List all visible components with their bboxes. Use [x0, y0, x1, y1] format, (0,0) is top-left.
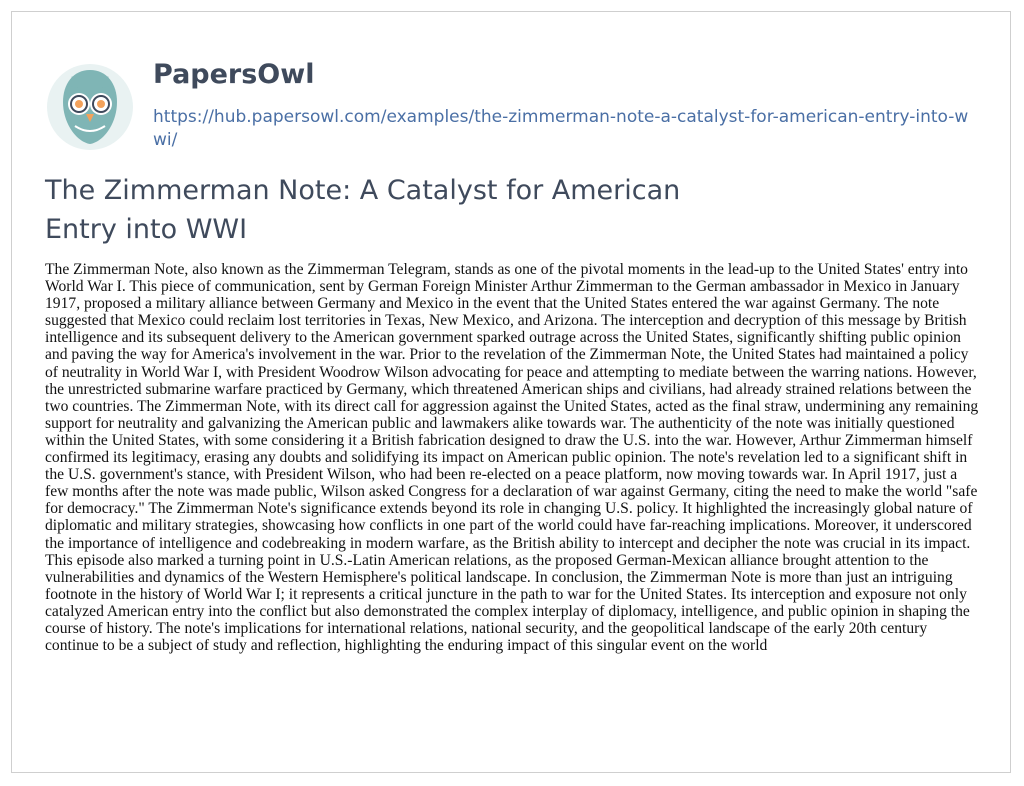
- source-url-link[interactable]: https://hub.papersowl.com/examples/the-zimmerman-note-a-catalyst-for-american-entry-into-wwi/: [153, 107, 969, 150]
- document-title: The Zimmerman Note: A Catalyst for American Entry into WWI: [45, 175, 681, 245]
- document-body: The Zimmerman Note, also known as the Zimmerman Telegram, stands as one of the pivotal moments in the lead-up to the United States' entry into World War I. This piece of communication, sent by German Foreign Minister Arthur Zimmerman to the German ambassador in Mexico in January 1917, proposed a military alliance between Germany and Mexico in the event that the United States entered the war against Germany. The note suggested that Mexico could reclaim lost territories in Texas, New Mexico, and Arizona. The interception and decryption of this message by British intelligence and its subsequent delivery to the American government sparked outrage across the United States, significantly shifting public opinion and paving the way for America's involvement in the war. Prior to the revelation of the Zimmerman Note, the United States had maintained a policy of neutrality in World War I, with President Woodrow Wilson advocating for peace and attempting to mediate between the warring nations. However, the unrestricted submarine warfare practiced by Germany, which threatened American ships and civilians, had already strained relations between the two countries. The Zimmerman Note, with its direct call for aggression against the United States, acted as the final straw, undermining any remaining support for neutrality and galvanizing the American public and lawmakers alike towards war. The authenticity of the note was initially questioned within the United States, with some considering it a British fabrication designed to draw the U.S. into the war. However, Arthur Zimmerman himself confirmed its legitimacy, erasing any doubts and solidifying its impact on American public opinion. The note's revelation led to a significant shift in the U.S. government's stance, with President Wilson, who had been re-elected on a peace platform, now moving towards war. In April 1917, just a few months after the note was made public, Wilson asked Congress for a declaration of war against Germany, citing the need to make the world "safe for democracy." The Zimmerman Note's significance extends beyond its role in changing U.S. policy. It highlighted the increasingly global nature of diplomatic and military strategies, showcasing how conflicts in one part of the world could have far-reaching implications. Moreover, it underscored the importance of intelligence and codebreaking in modern warfare, as the British ability to intercept and decipher the note was crucial in its impact. This episode also marked a turning point in U.S.-Latin American relations, as the proposed German-Mexican alliance brought attention to the vulnerabilities and dynamics of the Western Hemisphere's political landscape. In conclusion, the Zimmerman Note is more than just an intriguing footnote in the history of World War I; it represents a critical juncture in the path to war for the United States. Its interception and exposure not only catalyzed American entry into the conflict but also demonstrated the complex interplay of diplomacy, intelligence, and public opinion in shaping the course of history. The note's implications for international relations, national security, and the geopolitical landscape of the early 20th century continue to be a subject of study and reflection, highlighting the enduring impact of this singular event on the world: [45, 261, 979, 655]
- owl-logo-icon: [45, 62, 135, 152]
- brand-name[interactable]: PapersOwl: [153, 59, 315, 90]
